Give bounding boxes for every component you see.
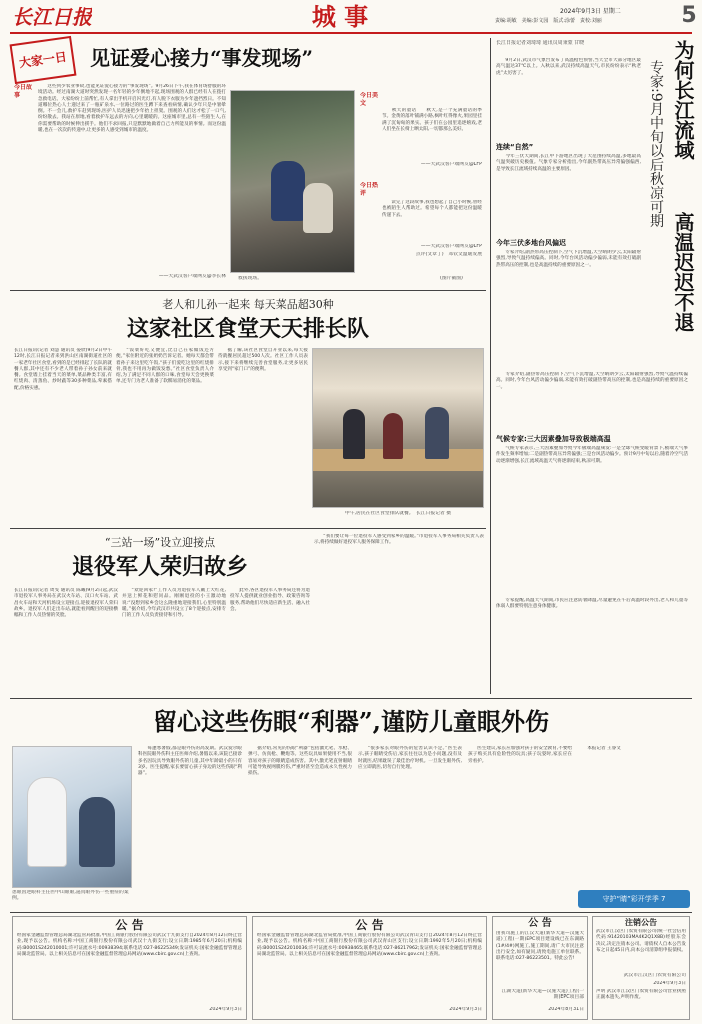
weather-headline-2: 高温迟迟不退	[671, 212, 695, 332]
label-today-story: 今日故事	[14, 84, 33, 99]
side-comment: 读完了这段故事,我也想起了自己小时候,曾经也被陌生人帮助过。希望每个人都能把这份温暖传递下去。	[382, 200, 482, 218]
photo-figure	[271, 161, 305, 221]
veterans-kicker: “三站一场”设立迎接点	[104, 536, 216, 549]
side-photo-credit: (图片截图)	[440, 276, 463, 281]
divider-right-column	[490, 38, 491, 694]
photo-patient	[79, 797, 115, 867]
label-today-comment: 今日热评	[360, 182, 379, 197]
veterans-headline: 退役军人荣归故乡	[71, 554, 248, 580]
veterans-body-1: 长江日报讯(记者 周雯 通讯员 陈曦)9月2日起,武汉市退役军人事务局在武汉火车站、汉口火车站、武昌火车站和天河机场设立迎接点,迎接退役军人荣归故乡。退役军人们走出车站,就能看到醒目的迎接横幅和工作人员热情的笑脸。	[14, 588, 118, 619]
notice-title: 公 告	[355, 918, 384, 932]
notice-body: 经国家金融监督管理总局湖北监管局批准,中国工商银行股份有限公司武汉十九街支行自2024年8月12日终止营业,现予以公告。机构名称:中国工商银行股份有限公司武汉十九街支行;设立日期:1985年6月20日;机构编码:B0001S242010001;许可证流水号:00938394;联系电话:027-86225349;发证机关:国家金融监督管理总局湖北监管局。以上相关信息可在国家金融监督管理总局网站(www.cbirc.gov.cn)上查询。	[17, 933, 242, 957]
kicker-text: 大家一日	[18, 49, 68, 71]
canteen-body-1: 长江日报讯(记者 刘慧 通讯员 晏欣)9月2日中午12时,长江日报记者来到洪山区南湖街道社区的一家老年社区食堂,看到的是已经排起了长队的就餐人群,其中还有不少老人带着孙子孙女前来就餐。食堂墙上挂着当天的菜单,菜品种类丰富,有红烧肉、清蒸鱼、炒时蔬等30多种菜品,荤素搭配,价格实惠。	[14, 348, 112, 391]
weather-body-5: 专家提醒,高温天气期间,市民应注意防暑降温,尽量避免在午后高温时段外出,老人和儿童等体弱人群要特别注意身体健康。	[496, 598, 688, 610]
veterans-body-3: 此外,各区退役军人事务局还将为退役军人提供就业创业指导、政策咨询等服务,帮助他们尽快适应新生活、融入社会。	[230, 588, 310, 612]
masthead: 长江日报	[12, 5, 92, 29]
weather-headline-1: 为何长江流域	[671, 40, 695, 160]
toys-headline: 留心这些伤眼“利器”,谨防儿童眼外伤	[153, 707, 549, 736]
date-line: 2024年9月3日 星期二	[560, 8, 621, 15]
toys-body-2: 据介绍,常见的伤眼“利器”包括激光笔、水枪、弹弓、仿真枪、鞭炮等。这些玩具如果使用不当,很容易对孩子的眼睛造成伤害。其中,激光笔直射眼睛可能导致视网膜灼伤,严重时甚至会造成永久性视力损伤。	[248, 746, 352, 777]
top-article-body: 这些到少农业事故,也能见证爱心接力的“事发现场”。9月26日下午,我在体育场舒服的环境活动。经过南湖大道时突然发现一名年轻的少年倒地不起,现场围观的人群已经有人在拨打急救电话。大家纷纷上前帮忙,有人拿出手机开启闪光灯,有人脱下衣服为少年遮挡烈日。不知道哪位热心人士递过来了一瓶矿泉水,一位路过的医生蹲下来查看病情,确认少年只是中暑晕倒。不一会儿,救护车赶到现场,医护人员迅速把少年抬上担架。围观的人们这才松了一口气,纷纷散去。我站在原地,看着救护车远去的方向,心里暖暖的。这座城市里,总有一些陌生人,在你需要帮助的时候伸出援手。他们不求回报,只是默默地做着自己力所能及的事情。而这份温暖,也在一次次的传递中,让更多的人感受到城市的温度。	[38, 84, 226, 134]
header-rule	[10, 32, 692, 34]
notice-3	[492, 916, 588, 1020]
notice-2	[252, 916, 487, 1020]
side-essay-byline: ——大武汉客户端网友@LFP	[420, 162, 482, 167]
photo-person	[383, 413, 403, 459]
notice-1	[12, 916, 247, 1020]
notice-date: 2024年9月3日	[209, 1007, 242, 1012]
weather-section-1: 连续“自然”	[496, 143, 534, 151]
notice-body: 武汉市江汉区门农贸有限公司(统一社会信用代码:91420103MA4K2Q1X8B)经股东会决议,决定注销本公司。请债权人自本公告发布之日起45日内,向本公司清算组申报债权。	[596, 929, 686, 953]
weather-body-1: 9月2日,武汉市气象台发布了高温橙色预警,当天全市大部分地区最高气温达37℃以上。入秋以来,武汉持续高温天气,市民纷纷表示“秋老虎”太厉害了。	[496, 58, 641, 76]
notice-body: 由我司施工的江汉大道(新华大道—汉施大道)工程(一期)EPC项目建设线已在东湖路(1#/4#)网施工,施工期间,请广大市民注意出行安全,如有疑问,请致电施工单位联系。联系电话:027-86223501。特此公告!	[496, 931, 584, 962]
section-title: 城 事	[311, 2, 369, 31]
notice-extra: 声明 武汉市江汉区门农贸有限公司营业执照正副本遗失,声明作废。	[596, 989, 686, 1001]
canteen-photo	[312, 348, 484, 508]
canteen-body-2: “饭菜好吃又便宜,比自己在家做饭还方便。”家住附近的张奶奶告诉记者。她每天都会带着孙子来这里吃午饭,“孩子们爱吃这里的红烧排骨,我也不用再为做饭发愁。”社区食堂负责人介绍,为了满足不同人群的口味,食堂每天会更换菜单,还专门为老人准备了软糯易消化的菜品。	[116, 348, 214, 385]
notice-title: 公 告	[528, 918, 552, 929]
side-comment-byline: ——大武汉客户端网友@LFP	[420, 244, 482, 249]
headline: 见证爱心接力“事发现场”	[90, 46, 314, 70]
weather-body-3: 专家介绍,副热带高压控制下,空气下沉增温,天空晴朗少云,太阳辐射强烈,导致气温持续偏高。同时,今年台风活动偏少偏弱,未能有效打破副热带高压的控制,也是高温持续的重要原因之一。	[496, 250, 641, 268]
weather-body-3b: 专家介绍,副热带高压控制下,空气下沉增温,天空晴朗少云,太阳辐射强烈,导致气温持续偏高。同时,今年台风活动偏少偏弱,未能有效打破副热带高压的控制,也是高温持续的重要原因之一。	[496, 372, 688, 390]
rescue-photo-caption: 救援现场。	[238, 276, 262, 281]
notice-date: 2024年9月3日	[653, 981, 686, 986]
toys-body-1: 每逢寒暑假,都是眼外伤的高发期。武汉爱尔眼科医院眼外伤科主任医师介绍,暑假以来,该院已接诊多名因玩具导致眼外伤的儿童,其中年龄最小的只有3岁。医生提醒,家长要留心孩子身边的这些伤眼“利器”。	[138, 746, 242, 777]
notice-date: 2024年9月3日	[449, 1007, 482, 1012]
divider-lower	[10, 698, 692, 699]
canteen-photo-caption: 中午,居民在社区食堂排队就餐。 长江日报记者 摄	[344, 511, 452, 516]
side-essay: 秋天的童话 秋天,是一个充满童话的季节。金黄的落叶铺满小路,枫叶红得像火,果园里挂满了沉甸甸的果实。孩子们在公园里追逐嬉戏,老人们坐在长椅上晒太阳,一切都那么美好。	[382, 108, 482, 132]
photo-figure	[303, 183, 333, 233]
divider-top	[10, 290, 486, 291]
weather-byline-label: 长江日报记者刘琦琦 通讯员周秉蒙 甘晓	[496, 40, 585, 46]
label-today-essay: 今日美文	[360, 92, 379, 107]
veterans-body-2: “欢迎回家!”工作人员为退役军人戴上大红花,并送上鲜花和慰问品。刚刚退役的小王激动地说:“没想到家乡会这么隆重地迎接我们,心里特别温暖。”据介绍,今年武汉市共设立了8个迎接点,安排专门的工作人员负责接待和引导。	[122, 588, 226, 619]
photo-doctor	[27, 777, 67, 867]
notice-title: 注销公告	[625, 918, 657, 927]
column-kicker	[10, 36, 77, 84]
veterans-body-4: “我们要让每一位退役军人感受到家乡的温暖。”市退役军人事务局相关负责人表示,将持续做好退役军人服务保障工作。	[314, 534, 484, 546]
notice-signature: 武汉市江汉区门农贸有限公司	[623, 973, 686, 978]
toys-body-5: 本报记者 王睿文	[578, 746, 621, 751]
notice-title: 公 告	[115, 918, 144, 932]
weather-section-2: 今年三伏多地台风偏迟	[496, 239, 566, 247]
toys-body-4: 医生建议,家长应加强对孩子的安全教育,不要给孩子购买具有危险性的玩具;孩子玩耍时,家长应在旁看护。	[468, 746, 572, 764]
weather-body-2: 今年三伏天期间,长江中下游地区出现了大范围持续高温,多地最高气温突破历史极值。气象专家分析指出,今年副热带高压异常偏强偏西,是导致长江流域持续高温的主要原因。	[496, 154, 641, 172]
toys-body-3: “很多家长对眼外伤的危害认识不足。”医生表示,孩子眼睛受伤后,家长往往以为是小问题,没有及时就医,结果耽误了最佳治疗时机。一旦发生眼外伤,应立即就医,切勿自行处理。	[358, 746, 462, 770]
notice-signature: 江湖大道(新华大道—汉施大道)工程(一期)EPC项目部	[501, 989, 584, 1000]
weather-body-4: 气候专家表示,三大因素叠加导致今年极端高温频发:一是全球气候变暖背景下,极端天气事件发生频率增加;二是副热带高压异常偏强;三是台风活动偏少。预计9月中旬以后,随着冷空气活动逐渐增强,长江流域高温天气将逐渐结束,秋凉可期。	[496, 446, 688, 464]
notice-body: 经国家金融监督管理总局湖北监管局批准,中国工商银行股份有限公司武汉青山支行自2024年8月12日终止营业,现予以公告。机构名称:中国工商银行股份有限公司武汉青山区支行;设立日期:1992年5月20日;机构编码:B0001S242010036;许可证流水号:00938465;联系电话:027-86217962;发证机关:国家金融监督管理总局湖北监管局。以上相关信息可在国家金融监督管理总局网站(www.cbirc.gov.cn)上查询。	[257, 933, 482, 957]
photo-person	[343, 409, 365, 459]
qr-banner[interactable]	[578, 890, 690, 908]
toys-photo	[12, 746, 132, 888]
page-number: 5	[681, 3, 697, 28]
weather-subhead: 专家:9月中旬以后秋凉可期	[648, 60, 664, 228]
toys-photo-caption: 患眼因逆眼科主任医中山眼眼,逼真眼外伤一些重症的案例。	[12, 890, 129, 901]
notice-4	[592, 916, 690, 1020]
weather-section-3: 气候专家:三大因素叠加导致极端高温	[496, 435, 611, 443]
photo-person	[425, 407, 449, 459]
top-article-byline: ——大武汉客户端网友@李长林	[158, 274, 226, 279]
divider-mid	[10, 528, 486, 529]
canteen-kicker: 老人和儿孙一起来 每天菜品超30种	[162, 298, 334, 311]
divider-notices	[10, 912, 692, 913]
editors-line: 责编:胡敏 美编:彭文园 版式:涂蕾 责校:刘丽	[495, 18, 602, 24]
canteen-body-3: 据了解,该社区食堂自开业以来,每天接待就餐居民超过500人次。社区工作人员表示,接下来将继续完善食堂服务,让更多居民享受到“家门口”的便利。	[218, 348, 308, 372]
side-comment-byline2: 点评(文章丁) 邓钦文温暖发展	[415, 252, 482, 257]
canteen-headline: 这家社区食堂天天排长队	[126, 316, 369, 342]
rescue-photo	[230, 90, 355, 273]
qr-banner-label: 守护“睛”彩开学季 7	[602, 895, 666, 903]
notice-date: 2024年8月31日	[548, 1007, 584, 1012]
